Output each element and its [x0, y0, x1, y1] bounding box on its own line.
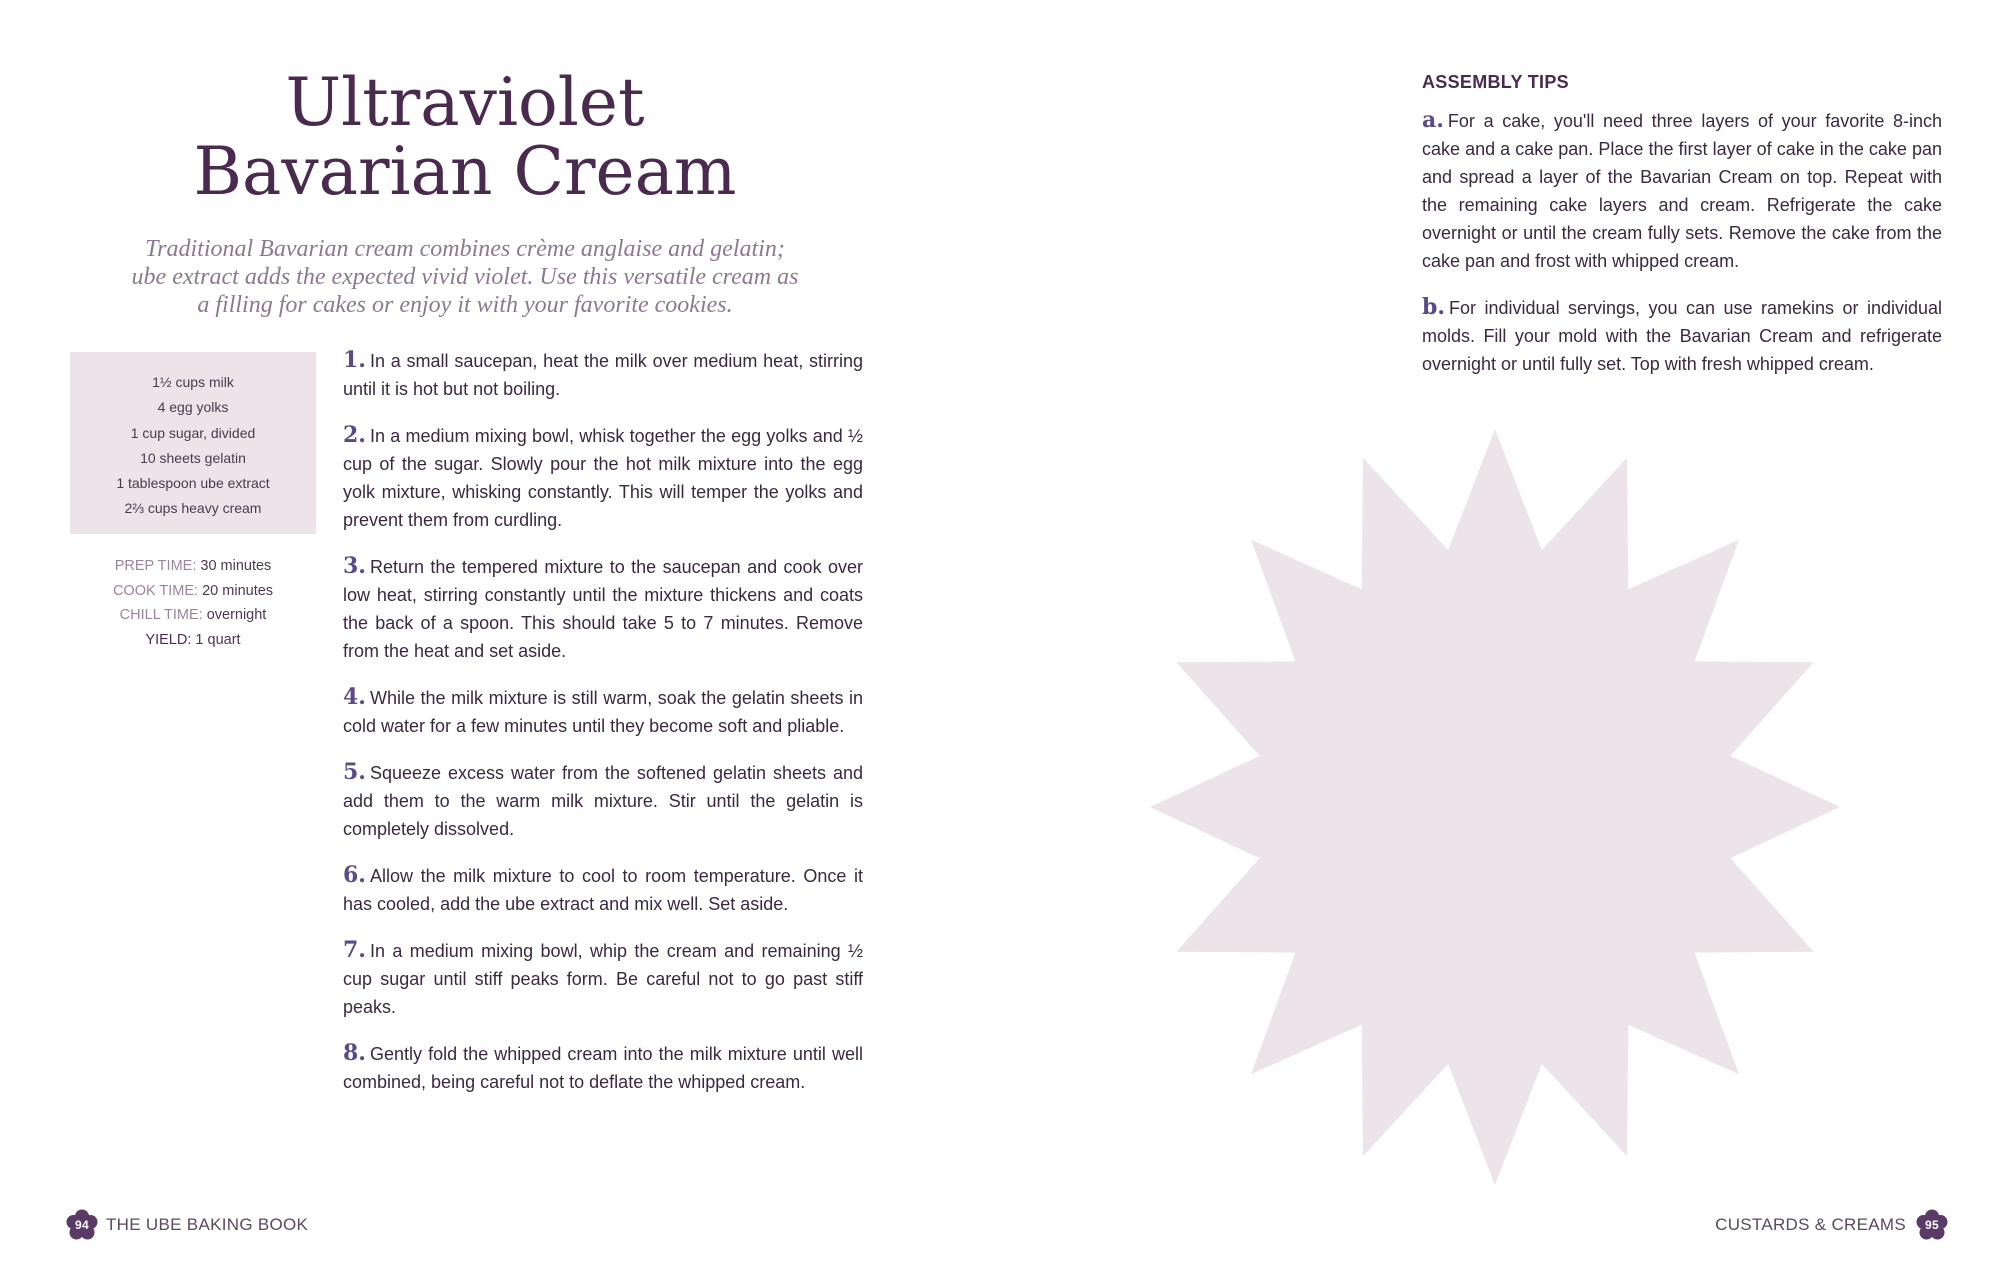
page-number-badge-left: [66, 1209, 98, 1241]
step-number: 8.: [343, 1040, 366, 1066]
tip-item: [1422, 293, 1942, 378]
step-text: Squeeze excess water from the softened gelatin sheets and add them to the warm milk mixture. Stir until the gelatin is completely dissolved.: [343, 763, 863, 839]
tip-item: [1422, 106, 1942, 275]
ingredient-item: 2⅔ cups heavy cream: [124, 500, 262, 517]
recipe-intro: Traditional Bavarian cream combines crème anglaise and gelatin; ube extract adds the expected vivid violet. Use this versatile cream as a filling for cakes or enjoy it with your favorite cookies.: [131, 236, 799, 318]
step-text: In a medium mixing bowl, whip the cream and remaining ½ cup sugar until stiff peaks form. Be careful not to go past stiff peaks.: [343, 941, 863, 1017]
footer-left: [66, 1210, 308, 1240]
tip-text: For individual servings, you can use ramekins or individual molds. Fill your mold with the Bavarian Cream and refrigerate overnight or until fully set. Top with fresh whipped cream.: [1422, 298, 1942, 374]
prep-time-value: 30 minutes: [200, 558, 272, 574]
recipe-step: [343, 758, 863, 843]
step-number: 6.: [343, 862, 366, 888]
cook-time-label: COOK TIME:: [112, 582, 199, 599]
assembly-tips-heading: ASSEMBLY TIPS: [1422, 72, 1569, 92]
recipe-title-line2: Bavarian Cream: [193, 133, 737, 210]
recipe-step: [343, 421, 863, 534]
recipe-step: [343, 861, 863, 918]
ingredients-panel: [70, 352, 316, 534]
footer-right: [1715, 1210, 1948, 1240]
recipe-step: [343, 552, 863, 665]
tip-text: For a cake, you'll need three layers of your favorite 8-inch cake and a cake pan. Place the first layer of cake in the cake pan and spread a layer of the Bavarian Cream on top. Repeat with the remaining cake layers and cream. Refrigerate the cake overnight or until the cream fully sets. Remove the cake from the cake pan and frost with whipped cream.: [1422, 111, 1942, 271]
yield-label: YIELD:: [145, 631, 192, 648]
chill-time-value: overnight: [206, 607, 267, 623]
assembly-tips: [1422, 106, 1942, 396]
step-number: 7.: [343, 937, 366, 963]
prep-time-label: PREP TIME:: [114, 558, 197, 574]
step-text: While the milk mixture is still warm, soak the gelatin sheets in cold water for a few minutes until they become soft and pliable.: [343, 688, 863, 736]
ingredient-item: 4 egg yolks: [157, 399, 229, 416]
tip-letter: a.: [1422, 107, 1444, 133]
page-number-right: 95: [1925, 1218, 1939, 1232]
cook-time-value: 20 minutes: [202, 582, 274, 599]
step-number: 5.: [343, 759, 366, 785]
page-number-left: 94: [75, 1218, 89, 1232]
recipe-times: [70, 554, 316, 652]
step-text: Gently fold the whipped cream into the milk mixture until well combined, being careful not to deflate the whipped cream.: [343, 1044, 863, 1092]
yield-value: 1 quart: [195, 631, 241, 648]
recipe-step: [343, 346, 863, 403]
step-text: Return the tempered mixture to the saucepan and cook over low heat, stirring constantly until the mixture thickens and coats the back of a spoon. This should take 5 to 7 minutes. Remove from the heat and set aside.: [343, 557, 863, 661]
recipe-title-line1: Ultraviolet: [285, 64, 645, 141]
chill-time: [70, 603, 316, 628]
step-number: 2.: [343, 422, 366, 448]
prep-time: [70, 554, 316, 579]
yield: [70, 628, 316, 653]
recipe-steps: [343, 346, 863, 1114]
chill-time-label: CHILL TIME:: [119, 607, 203, 623]
step-number: 3.: [343, 553, 366, 579]
page-number-badge-right: [1916, 1209, 1948, 1241]
book-title: THE UBE BAKING BOOK: [106, 1215, 309, 1234]
step-text: In a small saucepan, heat the milk over medium heat, stirring until it is hot but not boiling.: [343, 351, 863, 399]
ingredient-item: 1 cup sugar, divided: [130, 424, 256, 441]
ingredient-item: 1 tablespoon ube extract: [116, 475, 270, 492]
step-number: 1.: [343, 347, 366, 373]
tip-letter: b.: [1422, 294, 1446, 320]
step-text: In a medium mixing bowl, whisk together the egg yolks and ½ cup of the sugar. Slowly pour the hot milk mixture into the egg yolk mixture, whisking constantly. This will temper the yolks and prevent them from curdling.: [343, 426, 863, 530]
recipe-step: [343, 936, 863, 1021]
recipe-step: [343, 1039, 863, 1096]
recipe-step: [343, 683, 863, 740]
step-number: 4.: [343, 684, 366, 710]
starburst-icon: [1145, 425, 1845, 1190]
starburst-shape: [1150, 429, 1840, 1185]
ingredient-item: 10 sheets gelatin: [140, 449, 246, 466]
step-text: Allow the milk mixture to cool to room temperature. Once it has cooled, add the ube extract and mix well. Set aside.: [343, 866, 863, 914]
chapter-title: CUSTARDS & CREAMS: [1715, 1215, 1906, 1234]
recipe-title: [180, 64, 750, 210]
ingredient-item: 1½ cups milk: [152, 374, 234, 390]
cook-time: [70, 579, 316, 604]
